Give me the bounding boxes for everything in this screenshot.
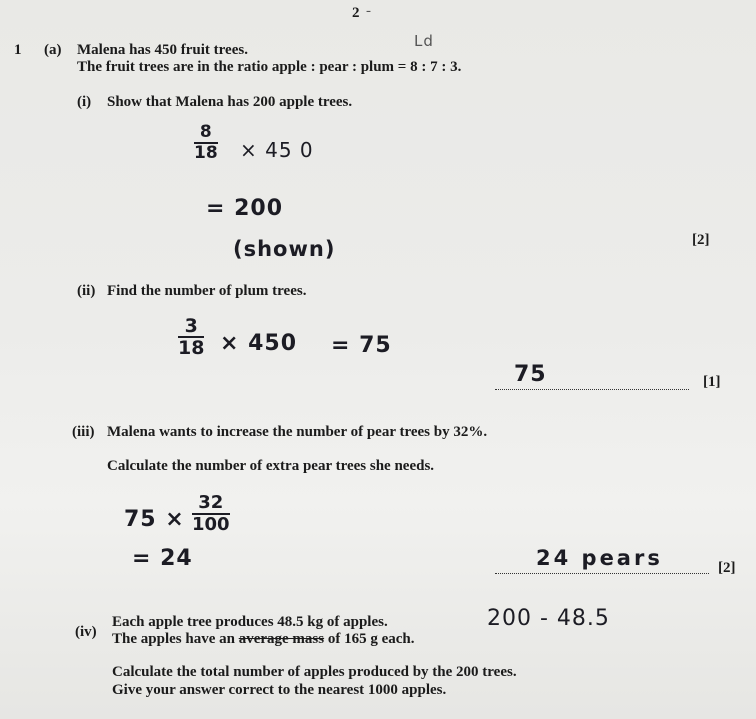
question-number: 1 <box>14 42 22 58</box>
part-iv-text-1: Each apple tree produces 48.5 kg of apples. <box>112 614 388 630</box>
part-iii-fraction <box>192 493 230 535</box>
margin-scribble: Ld <box>414 32 434 50</box>
corner-mark: - <box>366 3 371 19</box>
part-ii-work-rest: × 450 <box>220 331 298 356</box>
part-iv-text-3: Calculate the total number of apples produced by the 200 trees. <box>112 664 517 680</box>
part-iv-text-2 <box>112 631 415 648</box>
part-ii-fraction <box>178 316 204 358</box>
part-ii-marks: [1] <box>703 374 721 390</box>
part-i-text: Show that Malena has 200 apple trees. <box>107 94 353 110</box>
page-number: 2 <box>352 5 360 21</box>
part-i-work-rest: × 45 0 <box>240 138 314 162</box>
part-iv-label: (iv) <box>75 624 97 640</box>
part-ii-answer: 75 <box>514 362 547 387</box>
part-ii-label: (ii) <box>77 283 96 299</box>
part-i-work-line-2: = 200 <box>206 196 284 221</box>
part-iii-marks: [2] <box>718 560 736 576</box>
part-iv-text-2-before: The apples have an <box>112 631 235 647</box>
part-iii-numerator: 32 <box>192 493 230 515</box>
part-ii-answer-line <box>495 389 689 390</box>
part-i-numerator: 8 <box>194 123 218 144</box>
part-i-work-line-3: (shown) <box>233 237 336 261</box>
part-i-marks: [2] <box>692 232 710 248</box>
part-iii-text-2: Calculate the number of extra pear trees she needs. <box>107 458 435 474</box>
part-iii-text: Malena wants to increase the number of pear trees by 32%. <box>107 424 488 440</box>
part-iv-text-2-struck: average mass <box>238 631 325 647</box>
intro-line-1: Malena has 450 fruit trees. <box>77 42 248 58</box>
part-a-label: (a) <box>44 42 62 58</box>
part-iv-text-4: Give your answer correct to the nearest 1000 apples. <box>112 682 447 698</box>
part-ii-denominator: 18 <box>178 337 205 359</box>
part-i-fraction <box>194 123 218 163</box>
part-iii-work-prefix: 75 × <box>124 507 185 532</box>
part-iii-answer: 24 pears <box>536 546 663 570</box>
part-iii-work-line-2: = 24 <box>132 546 193 571</box>
part-iv-work: 200 - 48.5 <box>487 606 610 631</box>
part-i-denominator: 18 <box>194 143 218 163</box>
part-iii-label: (iii) <box>72 424 95 440</box>
intro-line-2: The fruit trees are in the ratio apple : pear : plum = 8 : 7 : 3. <box>77 59 462 75</box>
part-ii-work-result: = 75 <box>331 333 392 358</box>
part-ii-numerator: 3 <box>178 316 204 338</box>
part-iii-denominator: 100 <box>192 514 230 535</box>
part-iv-text-2-after: of 165 g each. <box>327 631 415 647</box>
part-iii-answer-line <box>495 573 709 574</box>
part-ii-text: Find the number of plum trees. <box>107 283 307 299</box>
part-i-label: (i) <box>77 94 92 110</box>
